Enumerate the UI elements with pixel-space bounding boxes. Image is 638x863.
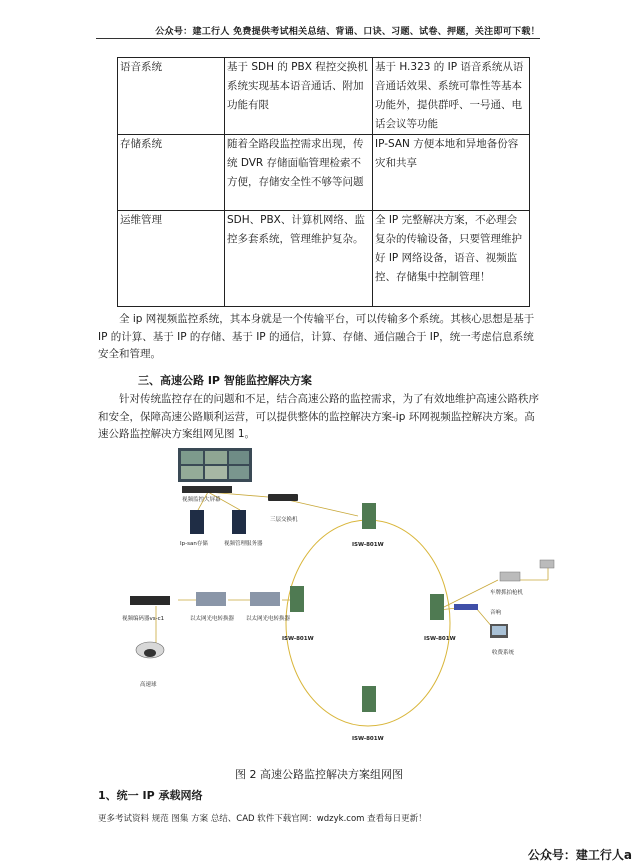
corner-watermark: 公众号：建工行人a <box>527 848 632 862</box>
network-diagram <box>118 448 562 748</box>
table-cell-ip: IP-SAN 方便本地和异地备份容灾和共享 <box>373 135 530 211</box>
toll-computer-screen-icon <box>492 626 506 635</box>
tv-wall-base-icon <box>182 486 232 493</box>
table-cell-item: 存储系统 <box>118 135 225 211</box>
label-toll-system: 收费系统 <box>492 650 515 656</box>
table-cell-item: 语音系统 <box>118 58 225 135</box>
table-cell-traditional: SDH、PBX、计算机网络、监控多套系统，管理维护复杂。 <box>225 211 373 307</box>
paragraph-solution: 针对传统监控存在的问题和不足，结合高速公路的监控需求，为了有效地维护高速公路秩序和安全，保障高速公路顺利运营，可以提供整体的监控解决方案-ip 环网视频监控解决方案。高速公路监控解决方案组网见图 1。 <box>98 393 539 440</box>
table-cell-item: 运维管理 <box>118 211 225 307</box>
header-rule <box>96 38 540 39</box>
isw-switch-left-icon <box>290 586 304 612</box>
section-heading: 三、高速公路 IP 智能监控解决方案 <box>138 374 312 387</box>
tv-wall-icon <box>178 448 252 482</box>
isw-switch-bottom-icon <box>362 686 376 712</box>
label-speaker: 音响 <box>490 610 502 616</box>
subsection-heading: 1、统一 IP 承载网络 <box>98 789 203 802</box>
table-cell-traditional: 随着全路段监控需求出现，传统 DVR 存储面临管理检索不方便，存储安全性不够等问题 <box>225 135 373 211</box>
label-plate-camera: 车牌抓拍枪机 <box>490 590 524 596</box>
label-isw-right: ISW-801W <box>424 636 456 642</box>
core-switch-icon <box>268 494 298 501</box>
label-fiber-2: 以太网光电转换器 <box>246 616 291 622</box>
label-fiber-1: 以太网光电转换器 <box>190 616 235 622</box>
comparison-table <box>117 57 530 307</box>
video-encoder-icon <box>130 596 170 605</box>
dome-camera-lens-icon <box>144 649 156 657</box>
fiber-converter-icon <box>250 592 280 606</box>
table-row <box>118 211 530 307</box>
label-ip-san: Ip-san存储 <box>180 541 208 547</box>
speaker-icon <box>454 604 478 610</box>
label-dome-camera: 高速球 <box>140 682 157 688</box>
ip-san-storage-icon <box>190 510 204 534</box>
video-server-icon <box>232 510 246 534</box>
table-row <box>118 135 530 211</box>
label-encoder: 视频编码器vs-c1 <box>122 616 165 622</box>
page-header: 公众号：建工行人 免费提供考试相关总结、背诵、口诀、习题、试卷、押题，关注即可下载！ <box>155 27 540 37</box>
isw-switch-top-icon <box>362 503 376 529</box>
table-cell-ip: 基于 H.323 的 IP 语音系统从语音通话效果、系统可靠性等基本功能外，提供群呼、一号通、电话会议等功能 <box>373 58 530 135</box>
figure-caption: 图 2 高速公路监控解决方案组网图 <box>235 768 403 781</box>
fiber-converter-icon <box>196 592 226 606</box>
label-core-switch: 三层交换机 <box>270 517 298 523</box>
page-footer: 更多考试资料 规范 图集 方案 总结、CAD 软件下载官网：wdzyk.com 查看每日更新！ <box>98 814 427 824</box>
table-row <box>118 58 530 135</box>
label-isw-top: ISW-801W <box>352 542 384 548</box>
label-isw-bottom: ISW-801W <box>352 736 384 742</box>
plate-camera-icon <box>500 572 520 581</box>
paragraph-ip-platform: 全 ip 网视频监控系统，其本身就是一个传输平台，可以传输多个系统。其核心思想是基于 IP 的计算、基于 IP 的存储、基于 IP 的通信，计算、存储、通信融合于 IP，统一考虑信息系统安全和管理。 <box>98 313 535 360</box>
label-tv-wall: 视频监控大屏幕 <box>182 497 221 503</box>
camera-icon <box>540 560 554 568</box>
table-cell-ip: 全 IP 完整解决方案，不必理会复杂的传输设备，只要管理维护好 IP 网络设备，语音、视频监控、存储集中控制管理！ <box>373 211 530 307</box>
isw-switch-right-icon <box>430 594 444 620</box>
table-cell-traditional: 基于 SDH 的 PBX 程控交换机系统实现基本语音通话、附加功能有限 <box>225 58 373 135</box>
label-isw-left: ISW-801W <box>282 636 314 642</box>
label-video-server: 视频管理服务器 <box>224 541 263 547</box>
